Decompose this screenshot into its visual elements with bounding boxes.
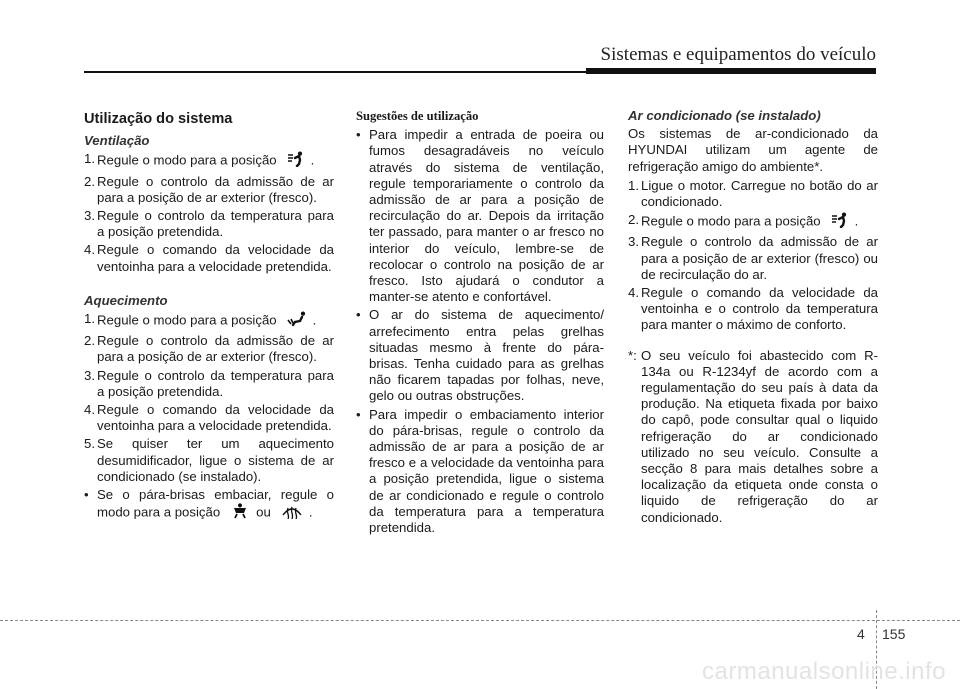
- floor-defrost-mode-icon: [230, 503, 250, 523]
- tips-list: [356, 127, 604, 536]
- list-item: 5. Se quiser ter um aquecimento desumidificador, ligue o sistema de ar condicionado (se instalado).: [84, 436, 334, 484]
- face-vent-mode-icon: [831, 212, 849, 232]
- list-item: 2. Regule o modo para a posição .: [628, 212, 878, 232]
- defrost-mode-icon: [281, 503, 303, 523]
- ventilation-heading: Ventilação: [84, 133, 150, 149]
- list-item: • Se o pára-brisas embaciar, regule o modo para a posição ou .: [84, 487, 334, 523]
- ac-intro: Os sistemas de ar-condicionado da HYUNDAI utilizam um agente de refrigeração amigo do ambiente*.: [628, 126, 878, 174]
- refrigerant-footnote: *: O seu veículo foi abastecido com R-134a ou R-1234yf de acordo com a regulamentação do seu país à data da produção. Na etiqueta fixada por baixo do capô, pode consultar qual o liquido refrigeração do ar condicionado utilizado no seu veículo. Consulte a secção 8 para mais detalhes sobre a localização da etiqueta onde consta o liquido de refrigeração do ar condicionado.: [628, 347, 878, 525]
- list-item: 4. Regule o comando da velocidade da ventoinha para a velocidade pretendida.: [84, 402, 334, 434]
- header-title: Sistemas e equipamentos do veículo: [600, 44, 876, 65]
- column-left: [84, 108, 334, 525]
- list-item: 1. Ligue o motor. Carregue no botão do ar condicionado.: [628, 177, 878, 210]
- list-item: 1. Regule o modo para a posição .: [84, 151, 334, 171]
- ac-heading: Ar condicionado (se instalado): [628, 108, 821, 123]
- list-item: • Para impedir a entrada de poeira ou fumos desagradáveis no veículo através do sistema de ventilação, regule temporariamente o controlo da admissão de ar para a posição de recirculação do ar. Depois da irritação ter passado, para manter o ar fresco no interior do veículo, lembre-se de recolocar o controlo na posição de ar fresco. Isto ajudará o condutor a manter-se atento e confortável.: [356, 127, 604, 305]
- tips-heading: Sugestões de utilização: [356, 109, 479, 123]
- list-item: 1. Regule o modo para a posição .: [84, 311, 334, 331]
- list-item: 3. Regule o controlo da temperatura para a posição pretendida.: [84, 367, 334, 399]
- chapter-number: 4: [857, 626, 865, 642]
- list-item: 2. Regule o controlo da admissão de ar para a posição de ar exterior (fresco).: [84, 333, 334, 365]
- list-item: 3. Regule o controlo da admissão de ar para a posição de ar exterior (fresco) ou de recirculação do ar.: [628, 234, 878, 282]
- heating-heading: Aquecimento: [84, 292, 168, 308]
- heating-steps: [84, 311, 334, 485]
- list-item: 3. Regule o controlo da temperatura para a posição pretendida.: [84, 208, 334, 240]
- list-item: 4. Regule o comando da velocidade da ventoinha para a velocidade pretendida.: [84, 242, 334, 274]
- list-item: • O ar do sistema de aquecimento/ arrefecimento entra pelas grelhas situadas mesmo à frente do pára-brisas. Tenha cuidado para as grelhas não ficarem tapadas por folhas, neve, gelo ou outras obstruções.: [356, 307, 604, 404]
- ventilation-steps: [84, 151, 334, 274]
- section-title: Utilização do sistema: [84, 111, 233, 127]
- column-right: [628, 108, 878, 526]
- header-rule-accent: [586, 68, 876, 74]
- list-item: 4. Regule o comando da velocidade da ventoinha e o controlo da temperatura para manter o máximo de conforto.: [628, 285, 878, 333]
- watermark: carmanualsonline.info: [702, 658, 946, 685]
- face-vent-mode-icon: [287, 151, 305, 171]
- list-item: 2. Regule o controlo da admissão de ar para a posição de ar exterior (fresco).: [84, 173, 334, 205]
- heating-bullets: [84, 487, 334, 523]
- ac-steps: [628, 178, 878, 334]
- page-number: 155: [882, 626, 906, 642]
- column-middle: [356, 108, 604, 538]
- floor-vent-mode-icon: [287, 311, 307, 331]
- footer-rule: [0, 620, 960, 621]
- list-item: • Para impedir o embaciamento interior do pára-brisas, regule o controlo da admissão de ar para a posição de ar fresco e a velocidade da ventoinha para a posição pretendida, ligue o sistema de ar condicionado e regule o controlo da temperatura para a temperatura pretendida.: [356, 406, 604, 536]
